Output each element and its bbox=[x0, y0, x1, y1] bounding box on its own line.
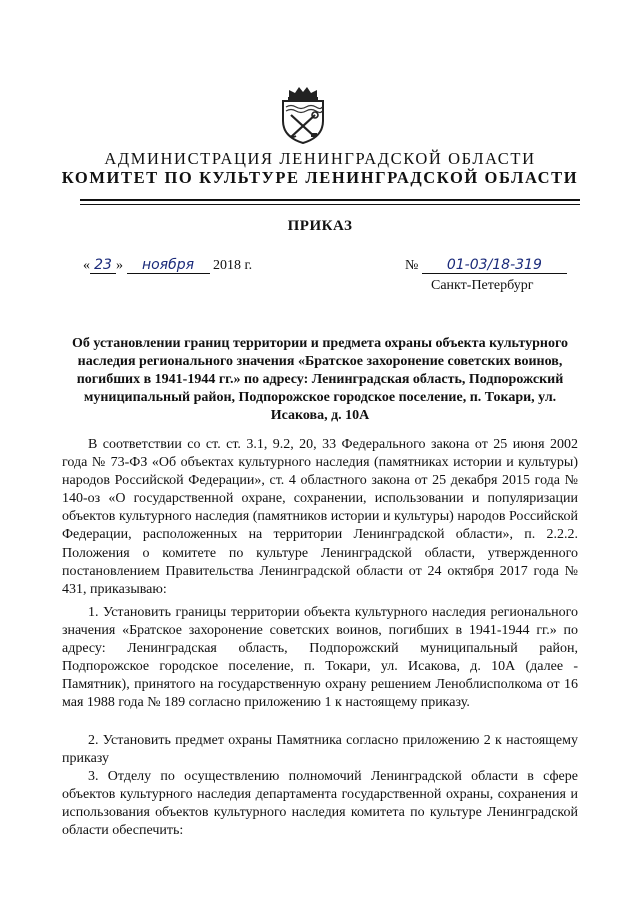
city: Санкт-Петербург bbox=[431, 278, 534, 293]
intro-paragraph: В соответствии со ст. ст. 3.1, 9.2, 20, 33 Федерального закона от 25 июня 2002 года № 73-ФЗ «Об объектах культурного наследия (памятниках истории и культуры) народов Российской Федерации», ст. 4 областного закона от 25 декабря 2015 года № 140-оз «О государственной охране, сохранении, использовании и популяризации объектов культурного наследия (памятников истории и культуры) народов Российской Федерации, расположенных на территории Ленинградской области», п. 2.2.2. Положения о комитете по культуре Ленинградской области, утвержденного постановлением Правительства Ленинградской области от 24 октября 2017 года № 431, приказываю: bbox=[62, 437, 578, 597]
date-close-quote: » bbox=[116, 258, 123, 273]
number-prefix: № bbox=[405, 258, 419, 273]
item-3-paragraph: 3. Отделу по осуществлению полномочий Ленинградской области в сфере объектов культурного наследия департамента государственной охраны, сохранения и использования объектов культурного наследия комитета по культуре Ленинградской области обеспечить: bbox=[62, 769, 578, 839]
date-day: 23 bbox=[90, 257, 116, 274]
number-value: 01-03/18-319 bbox=[422, 257, 567, 274]
order-number bbox=[405, 257, 567, 274]
organization-name: АДМИНИСТРАЦИЯ ЛЕНИНГРАДСКОЙ ОБЛАСТИ bbox=[104, 149, 536, 168]
date-open-quote: « bbox=[83, 258, 90, 273]
order-date bbox=[83, 257, 252, 274]
header-divider-thick bbox=[80, 199, 580, 201]
committee-name: КОМИТЕТ ПО КУЛЬТУРЕ ЛЕНИНГРАДСКОЙ ОБЛАСТИ bbox=[61, 168, 579, 187]
date-month: ноября bbox=[127, 257, 210, 274]
date-year: 2018 г. bbox=[213, 258, 253, 273]
coat-of-arms-icon bbox=[277, 83, 329, 145]
item-2-paragraph: 2. Установить предмет охраны Памятника согласно приложению 2 к настоящему приказу bbox=[62, 733, 578, 767]
document-title: ПРИКАЗ bbox=[287, 218, 353, 234]
item-1-paragraph: 1. Установить границы территории объекта культурного наследия регионального значения «Братское захоронение советских воинов, погибших в 1941-1944 гг.» по адресу: Ленинградская область, Подпорожский муниципальный район, Подпорожское городское поселение, п. Токари, ул. Исакова, д. 10А (далее - Памятник), принятого на государственную охрану решением Леноблисполкома от 16 мая 1988 года № 189 согласно приложению 1 к настоящему приказу. bbox=[62, 605, 578, 711]
order-subject: Об установлении границ территории и предмета охраны объекта культурного наследия регионального значения «Братское захоронение советских воинов, погибших в 1941-1944 гг.» по адресу: Ленинградская область, Подпорожский муниципальный район, Подпорожское городское поселение, п. Токари, ул. Исакова, д. 10А bbox=[72, 336, 568, 423]
header-divider-thin bbox=[80, 204, 580, 205]
